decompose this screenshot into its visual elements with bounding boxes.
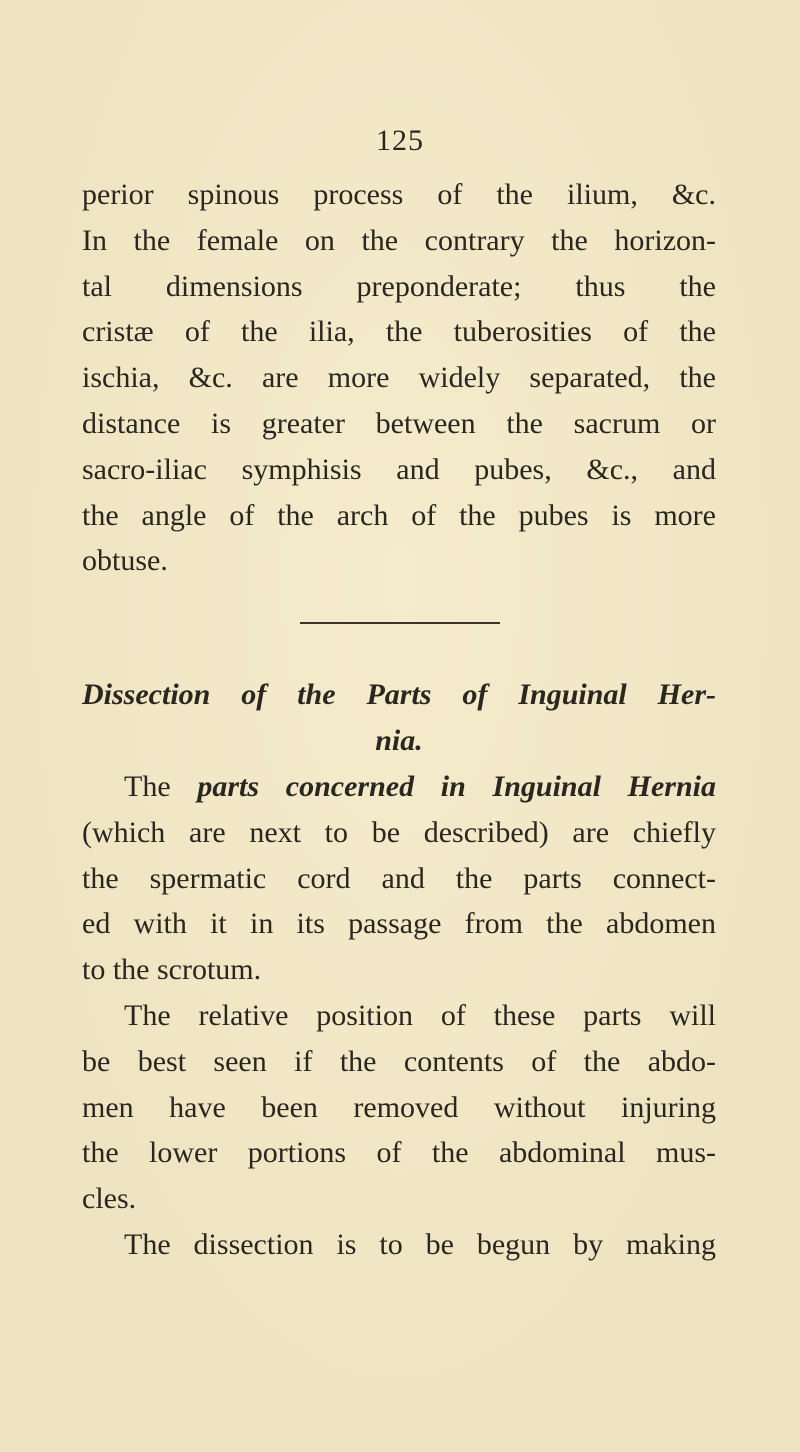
paragraph-relative-position (82, 993, 716, 1222)
section-divider (300, 622, 500, 624)
heading-line: Dissection of the Parts of Inguinal Her- (82, 678, 716, 711)
text-line: to the scrotum. (82, 953, 262, 987)
text-line: obtuse. (82, 544, 168, 578)
text-line: the lower portions of the abdominal mus- (82, 1136, 716, 1170)
section-heading (82, 672, 716, 764)
text-line: the angle of the arch of the pubes is more (82, 498, 716, 532)
heading-line: nia. (375, 723, 423, 757)
page-number: 125 (376, 124, 424, 157)
text-line: distance is greater between the sacrum or (82, 406, 716, 440)
lead-word: The (124, 770, 171, 803)
text-line: cristæ of the ilia, the tuberosities of the (82, 315, 716, 349)
text-line: tal dimensions preponderate; thus the (82, 269, 716, 303)
text-line: cles. (82, 1182, 137, 1216)
emphasis-text: parts concerned in Inguinal Hernia (197, 770, 716, 803)
text-line: In the female on the contrary the horizon- (82, 223, 716, 257)
text-line: sacro-iliac symphisis and pubes, &c., and (82, 452, 716, 486)
text-line: (which are next to be described) are chiefly (82, 815, 716, 849)
text-line: the spermatic cord and the parts connect- (82, 861, 716, 895)
text-line (82, 764, 716, 810)
paragraph-dissection-begin (82, 1222, 716, 1268)
text-line: men have been removed without injuring (82, 1090, 716, 1124)
text-line: be best seen if the contents of the abdo- (82, 1044, 716, 1078)
text-line: ischia, &c. are more widely separated, the (82, 361, 716, 395)
text-line: The dissection is to be begun by making (124, 1228, 716, 1261)
text-line: ed with it in its passage from the abdomen (82, 907, 716, 941)
text-line: perior spinous process of the ilium, &c. (82, 178, 716, 211)
text-line: The relative position of these parts will (124, 999, 716, 1032)
paragraph-pelvis-dimensions (82, 172, 716, 584)
paragraph-parts-concerned (82, 764, 716, 993)
